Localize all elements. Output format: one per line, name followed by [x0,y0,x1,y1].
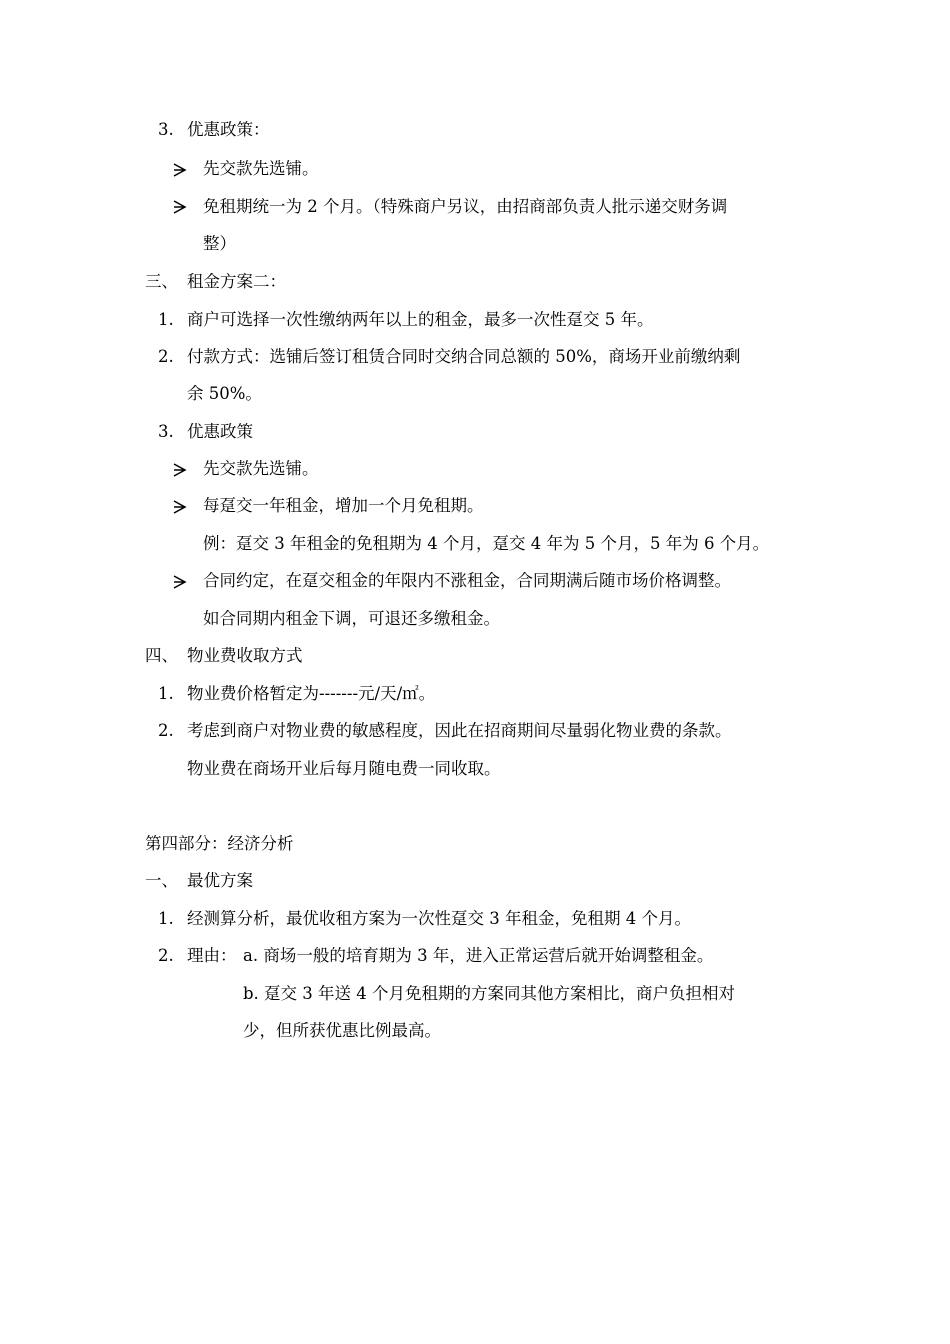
bullet-item-continued: 如合同期内租金下调，可退还多缴租金。 [203,609,500,628]
bullet-item-continued: 整） [203,234,236,253]
bullet-item: 合同约定，在趸交租金的年限内不涨租金，合同期满后随市场价格调整。 [203,571,731,590]
reason-a: a. 商场一般的培育期为 3 年，进入正常运营后就开始调整租金。 [243,946,714,965]
list-number: 1. [158,909,174,928]
reason-b: b. 趸交 3 年送 4 个月免租期的方案同其他方案相比，商户负担相对 [243,984,736,1003]
list-number: 1. [158,310,174,329]
list-number: 2. [158,347,174,366]
arrow-bullet-icon [172,574,188,590]
list-number: 2. [158,721,174,740]
section-heading: 物业费收取方式 [187,646,303,665]
list-item: 商户可选择一次性缴纳两年以上的租金，最多一次性趸交 5 年。 [187,310,654,329]
arrow-bullet-icon [172,462,188,478]
bullet-item-example: 例：趸交 3 年租金的免租期为 4 个月，趸交 4 年为 5 个月，5 年为 6 个月。 [203,534,770,553]
list-item-continued: 物业费在商场开业后每月随电费一同收取。 [187,759,501,778]
list-number: 2. [158,946,174,965]
arrow-bullet-icon [172,199,188,215]
section-heading: 最优方案 [187,871,253,890]
list-item: 优惠政策 [187,422,253,441]
reason-b-continued: 少，但所获优惠比例最高。 [243,1021,441,1040]
list-number: 1. [158,684,174,703]
bullet-item: 先交款先选铺。 [203,159,319,178]
reason-label: 理由： [187,946,237,965]
section-marker: 三、 [145,272,178,291]
list-item: 考虑到商户对物业费的敏感程度，因此在招商期间尽量弱化物业费的条款。 [187,721,732,740]
bullet-item: 每趸交一年租金，增加一个月免租期。 [203,496,484,515]
list-item-continued: 余 50%。 [187,384,262,403]
list-item: 物业费价格暂定为-------元/天/㎡。 [187,684,436,703]
bullet-item: 免租期统一为 2 个月。（特殊商户另议，由招商部负责人批示递交财务调 [203,197,728,216]
section-marker: 四、 [145,646,178,665]
list-item: 付款方式：选铺后签订租赁合同时交纳合同总额的 50%，商场开业前缴纳剩 [187,347,741,366]
part-heading: 第四部分：经济分析 [145,834,294,853]
arrow-bullet-icon [172,499,188,515]
list-number: 3. [158,422,174,441]
section-marker: 一、 [145,871,178,890]
list-number: 3. [158,120,174,139]
arrow-bullet-icon [172,162,188,178]
bullet-item: 先交款先选铺。 [203,459,319,478]
list-item: 优惠政策： [187,120,270,139]
section-heading: 租金方案二： [187,272,286,291]
list-item: 经测算分析，最优收租方案为一次性趸交 3 年租金，免租期 4 个月。 [187,909,691,928]
